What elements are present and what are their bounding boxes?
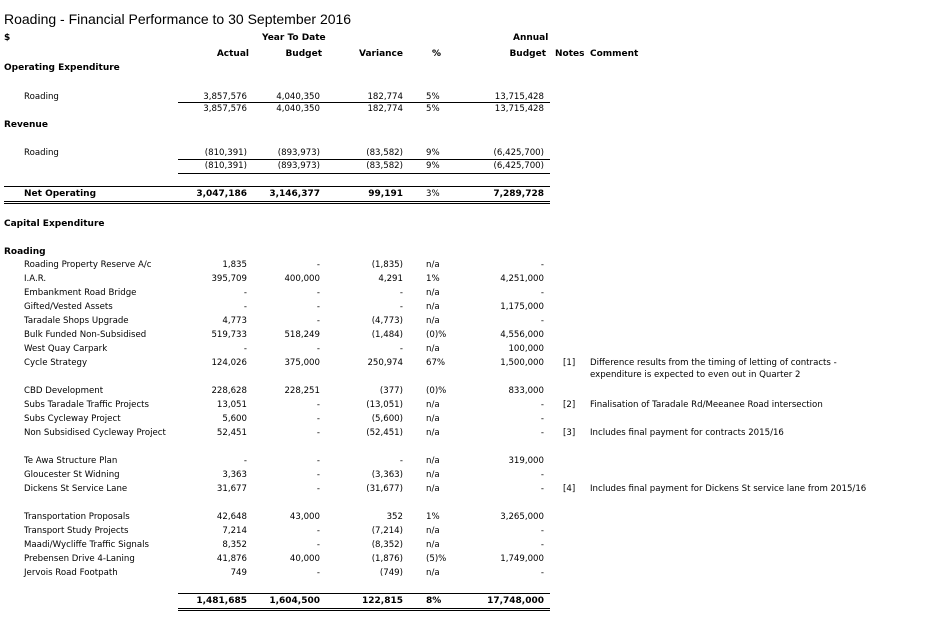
- actual-header: Actual: [216, 49, 249, 59]
- pct-cell: 5%: [426, 92, 440, 102]
- budget-cell: (893,973): [277, 148, 320, 158]
- row-label: Embankment Road Bridge: [24, 288, 137, 298]
- net-operating-row: [0, 188, 925, 200]
- actual-cell: 7,214: [222, 526, 247, 536]
- budget-cell: -: [316, 414, 320, 424]
- variance-cell: (4,773): [371, 316, 403, 326]
- table-row: [0, 525, 925, 537]
- row-label: West Quay Carpark: [24, 344, 108, 354]
- annual-cell: 4,251,000: [500, 274, 544, 284]
- row-label: Transport Study Projects: [24, 526, 129, 536]
- variance-cell: (377): [379, 386, 403, 396]
- variance-cell: -: [399, 302, 403, 312]
- annual-cell: 319,000: [508, 456, 544, 466]
- table-row: [0, 413, 925, 425]
- pct-cell: n/a: [426, 526, 440, 536]
- notes-header: Notes: [555, 49, 585, 59]
- variance-cell: (1,484): [371, 330, 403, 340]
- table-row: [0, 287, 925, 299]
- variance-cell: -: [399, 456, 403, 466]
- actual-cell: 749: [230, 568, 247, 578]
- pct-cell: 8%: [426, 596, 442, 606]
- budget-cell: -: [316, 400, 320, 410]
- table-row: [0, 385, 925, 397]
- actual-cell: 519,733: [211, 330, 247, 340]
- variance-header: Variance: [359, 49, 403, 59]
- budget-cell: -: [316, 568, 320, 578]
- subtotal-row: [0, 103, 925, 115]
- budget-cell: (893,973): [277, 161, 320, 171]
- pct-cell: n/a: [426, 344, 440, 354]
- row-label: Te Awa Structure Plan: [24, 456, 118, 466]
- budget-cell: -: [316, 260, 320, 270]
- pct-cell: 5%: [426, 104, 440, 114]
- actual-cell: (810,391): [204, 148, 247, 158]
- row-label: Gloucester St Widning: [24, 470, 120, 480]
- variance-cell: (83,582): [366, 148, 403, 158]
- budget-cell: -: [316, 470, 320, 480]
- budget-cell: 43,000: [289, 512, 320, 522]
- variance-cell: (8,352): [371, 540, 403, 550]
- budget-cell: 3,146,377: [269, 189, 320, 199]
- divider: [4, 201, 550, 202]
- revenue-section-title: Revenue: [4, 120, 48, 130]
- annual-cell: -: [540, 484, 544, 494]
- comment-cell: Includes final payment for contracts 2015/16: [590, 428, 784, 438]
- divider: [4, 203, 550, 204]
- variance-cell: 182,774: [367, 92, 403, 102]
- pct-cell: n/a: [426, 428, 440, 438]
- table-row: [0, 343, 925, 355]
- capex-section-title: Capital Expenditure: [4, 219, 105, 229]
- comment-cell: expenditure is expected to even out in Quarter 2: [590, 370, 801, 380]
- actual-cell: -: [243, 456, 247, 466]
- table-row: [0, 357, 925, 369]
- pct-cell: 3%: [426, 189, 440, 199]
- annual-cell: 833,000: [508, 386, 544, 396]
- annual-header-bottom: Budget: [509, 49, 546, 59]
- actual-cell: -: [243, 344, 247, 354]
- pct-cell: 1%: [426, 274, 440, 284]
- budget-cell: 4,040,350: [276, 92, 320, 102]
- budget-cell: 375,000: [284, 358, 320, 368]
- actual-cell: 3,047,186: [196, 189, 247, 199]
- pct-cell: n/a: [426, 400, 440, 410]
- table-row: [0, 329, 925, 341]
- row-label: Roading: [24, 92, 59, 102]
- budget-cell: -: [316, 344, 320, 354]
- budget-cell: 518,249: [284, 330, 320, 340]
- variance-cell: (3,363): [371, 470, 403, 480]
- row-label: Transportation Proposals: [24, 512, 130, 522]
- annual-cell: -: [540, 540, 544, 550]
- pct-cell: 1%: [426, 512, 440, 522]
- annual-cell: -: [540, 288, 544, 298]
- actual-cell: 1,481,685: [196, 596, 247, 606]
- budget-cell: -: [316, 288, 320, 298]
- annual-cell: 4,556,000: [500, 330, 544, 340]
- variance-cell: (1,835): [371, 260, 403, 270]
- actual-cell: 5,600: [222, 414, 247, 424]
- budget-cell: -: [316, 316, 320, 326]
- row-label: Prebensen Drive 4-Laning: [24, 554, 135, 564]
- table-row: [0, 147, 925, 159]
- budget-cell: 228,251: [284, 386, 320, 396]
- actual-cell: 395,709: [211, 274, 247, 284]
- row-label: Gifted/Vested Assets: [24, 302, 113, 312]
- divider: [4, 186, 550, 187]
- pct-cell: 9%: [426, 148, 440, 158]
- actual-cell: -: [243, 302, 247, 312]
- variance-cell: (13,051): [366, 400, 403, 410]
- annual-cell: -: [540, 470, 544, 480]
- annual-cell: -: [540, 526, 544, 536]
- budget-cell: 1,604,500: [269, 596, 320, 606]
- variance-cell: (749): [379, 568, 403, 578]
- actual-cell: 13,051: [216, 400, 247, 410]
- variance-cell: -: [399, 344, 403, 354]
- variance-cell: 250,974: [367, 358, 403, 368]
- pct-cell: (5)%: [426, 554, 447, 564]
- budget-cell: 40,000: [289, 554, 320, 564]
- variance-cell: (7,214): [371, 526, 403, 536]
- row-label: Bulk Funded Non-Subsidised: [24, 330, 147, 340]
- annual-cell: -: [540, 428, 544, 438]
- annual-cell: 1,749,000: [500, 554, 544, 564]
- actual-cell: 3,857,576: [203, 92, 247, 102]
- annual-cell: 17,748,000: [487, 596, 544, 606]
- annual-cell: 3,265,000: [500, 512, 544, 522]
- variance-cell: (83,582): [366, 161, 403, 171]
- table-row: [0, 399, 925, 411]
- budget-cell: -: [316, 302, 320, 312]
- pct-cell: n/a: [426, 456, 440, 466]
- divider: [178, 593, 550, 594]
- pct-cell: n/a: [426, 540, 440, 550]
- table-row: [0, 259, 925, 271]
- actual-cell: -: [243, 288, 247, 298]
- actual-cell: 4,773: [222, 316, 247, 326]
- variance-cell: 352: [386, 512, 403, 522]
- table-row: [0, 567, 925, 579]
- comment-cell: Difference results from the timing of letting of contracts -: [590, 358, 837, 368]
- pct-cell: n/a: [426, 414, 440, 424]
- comment-cell: Finalisation of Taradale Rd/Meeanee Road intersection: [590, 400, 823, 410]
- row-label: I.A.R.: [24, 274, 47, 284]
- comment-continuation: [0, 369, 925, 381]
- opex-section-title: Operating Expenditure: [4, 63, 120, 73]
- variance-cell: (1,876): [371, 554, 403, 564]
- annual-cell: -: [540, 414, 544, 424]
- variance-cell: (52,451): [366, 428, 403, 438]
- budget-cell: -: [316, 428, 320, 438]
- annual-cell: (6,425,700): [493, 161, 544, 171]
- capex-total-row: [0, 595, 925, 607]
- capex-roading-title: Roading: [4, 247, 46, 257]
- annual-cell: 13,715,428: [494, 92, 544, 102]
- row-label: Roading: [24, 148, 59, 158]
- annual-cell: -: [540, 316, 544, 326]
- pct-cell: (0)%: [426, 386, 447, 396]
- variance-cell: (31,677): [366, 484, 403, 494]
- actual-cell: 1,835: [222, 260, 247, 270]
- pct-header: %: [432, 49, 442, 59]
- note-cell: [4]: [563, 484, 576, 494]
- table-row: [0, 455, 925, 467]
- budget-cell: -: [316, 456, 320, 466]
- annual-cell: 1,175,000: [500, 302, 544, 312]
- note-cell: [1]: [563, 358, 576, 368]
- divider: [178, 610, 550, 611]
- actual-cell: 228,628: [211, 386, 247, 396]
- page-title: Roading - Financial Performance to 30 September 2016: [4, 11, 352, 27]
- pct-cell: 67%: [426, 358, 446, 368]
- variance-cell: 99,191: [368, 189, 403, 199]
- row-label: Non Subsidised Cycleway Project: [24, 428, 166, 438]
- annual-cell: 13,715,428: [494, 104, 544, 114]
- budget-header: Budget: [285, 49, 322, 59]
- variance-cell: -: [399, 288, 403, 298]
- actual-cell: 124,026: [211, 358, 247, 368]
- actual-cell: 3,857,576: [203, 104, 247, 114]
- annual-cell: 7,289,728: [493, 189, 544, 199]
- comment-cell: Includes final payment for Dickens St service lane from 2015/16: [590, 484, 867, 494]
- comment-header: Comment: [590, 49, 639, 59]
- actual-cell: 3,363: [222, 470, 247, 480]
- table-row: [0, 427, 925, 439]
- table-row: [0, 273, 925, 285]
- actual-cell: 31,677: [216, 484, 247, 494]
- actual-cell: 8,352: [222, 540, 247, 550]
- annual-cell: -: [540, 260, 544, 270]
- pct-cell: (0)%: [426, 330, 447, 340]
- annual-header-top: Annual: [513, 33, 549, 43]
- pct-cell: n/a: [426, 260, 440, 270]
- annual-cell: -: [540, 400, 544, 410]
- row-label: Roading Property Reserve A/c: [24, 260, 152, 270]
- pct-cell: n/a: [426, 470, 440, 480]
- table-row: [0, 539, 925, 551]
- budget-cell: 400,000: [284, 274, 320, 284]
- note-cell: [2]: [563, 400, 576, 410]
- row-label: Dickens St Service Lane: [24, 484, 128, 494]
- pct-cell: n/a: [426, 316, 440, 326]
- budget-cell: -: [316, 484, 320, 494]
- row-label: Subs Taradale Traffic Projects: [24, 400, 150, 410]
- table-row: [0, 469, 925, 481]
- variance-cell: 4,291: [378, 274, 403, 284]
- pct-cell: n/a: [426, 302, 440, 312]
- row-label: Taradale Shops Upgrade: [24, 316, 129, 326]
- table-row: [0, 511, 925, 523]
- budget-cell: -: [316, 540, 320, 550]
- divider: [178, 173, 550, 174]
- table-row: [0, 553, 925, 565]
- annual-cell: 100,000: [508, 344, 544, 354]
- variance-cell: 122,815: [362, 596, 403, 606]
- annual-cell: (6,425,700): [493, 148, 544, 158]
- row-label: Cycle Strategy: [24, 358, 88, 368]
- pct-cell: n/a: [426, 288, 440, 298]
- table-row: [0, 483, 925, 495]
- table-row: [0, 315, 925, 327]
- actual-cell: 42,648: [216, 512, 247, 522]
- divider: [178, 608, 550, 609]
- pct-cell: n/a: [426, 484, 440, 494]
- annual-cell: 1,500,000: [500, 358, 544, 368]
- variance-cell: 182,774: [367, 104, 403, 114]
- annual-cell: -: [540, 568, 544, 578]
- row-label: Net Operating: [24, 189, 97, 199]
- pct-cell: 9%: [426, 161, 440, 171]
- actual-cell: 52,451: [216, 428, 247, 438]
- table-row: [0, 301, 925, 313]
- currency-header: $: [4, 33, 11, 43]
- row-label: Jervois Road Footpath: [24, 568, 118, 578]
- variance-cell: (5,600): [371, 414, 403, 424]
- ytd-header: Year To Date: [262, 33, 326, 43]
- budget-cell: 4,040,350: [276, 104, 320, 114]
- pct-cell: n/a: [426, 568, 440, 578]
- actual-cell: (810,391): [204, 161, 247, 171]
- row-label: Maadi/Wycliffe Traffic Signals: [24, 540, 149, 550]
- note-cell: [3]: [563, 428, 576, 438]
- row-label: CBD Development: [24, 386, 104, 396]
- actual-cell: 41,876: [216, 554, 247, 564]
- budget-cell: -: [316, 526, 320, 536]
- subtotal-row: [0, 160, 925, 172]
- row-label: Subs Cycleway Project: [24, 414, 121, 424]
